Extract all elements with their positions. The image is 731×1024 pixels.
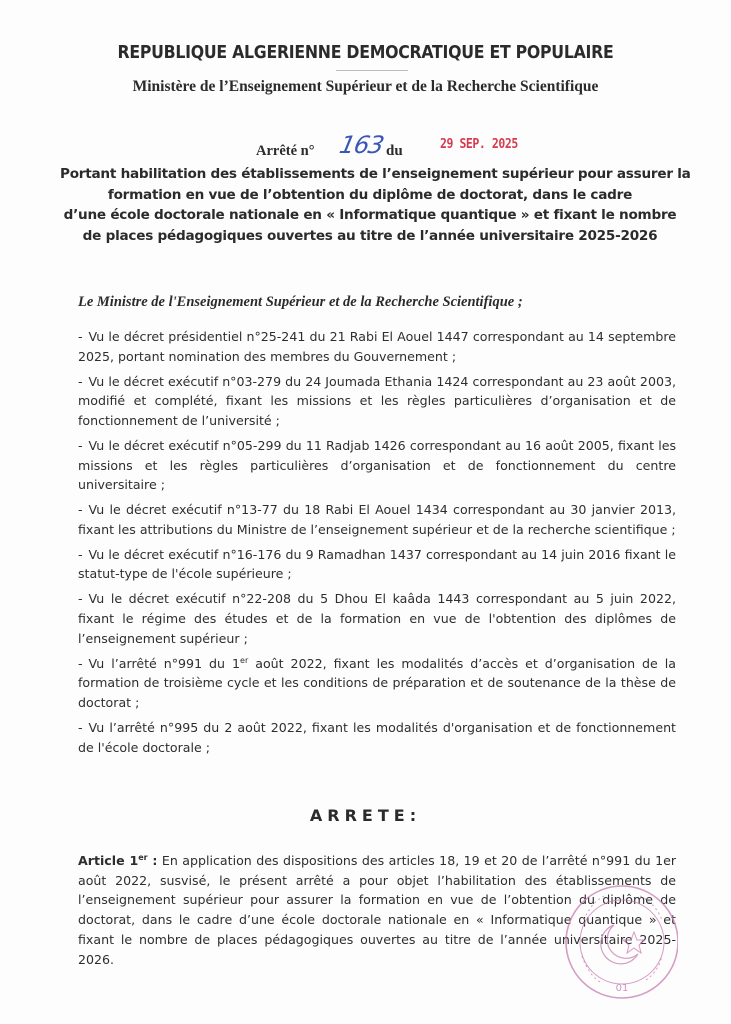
list-dash: -: [78, 546, 83, 562]
visa-text: Vu l’arrêté n°995 du 2 août 2022, fixant les modalités d'organisation et de fonctionnement de l'école doctorale ;: [78, 719, 676, 755]
header-divider: [336, 70, 408, 71]
superscript: er: [240, 655, 249, 665]
visa-item: [78, 436, 676, 495]
list-dash: -: [78, 373, 83, 389]
visas-list: [78, 327, 676, 763]
visa-text: Vu le décret exécutif n°03-279 du 24 Joumada Ethania 1424 correspondant au 23 août 2003, modifié et complété, fixant les missions et les règles particulières d’organisation et de fonctionnement de l’université ;: [78, 373, 676, 428]
arrete-number-handwritten: 163: [337, 131, 386, 159]
arrete-subject: [60, 164, 691, 246]
arrete-label: Arrêté n°: [256, 143, 315, 159]
list-dash: -: [78, 719, 83, 735]
visa-text: Vu le décret présidentiel n°25-241 du 21 Rabi El Aouel 1447 correspondant au 14 septembre 2025, portant nomination des membres du Gouvernement ;: [78, 329, 676, 364]
ministry-heading: Ministère de l’Enseignement Supérieur et de la Recherche Scientifique: [132, 78, 599, 95]
subject-line: formation en vue de l’obtention du diplôme de doctorat, dans le cadre: [107, 186, 633, 203]
visa-item: [78, 589, 676, 648]
superscript: er: [138, 852, 148, 862]
minister-preamble: Le Ministre de l'Enseignement Supérieur et de la Recherche Scientifique ;: [78, 294, 523, 310]
visa-text: Vu le décret exécutif n°05-299 du 11 Radjab 1426 correspondant au 16 août 2005, fixant les missions et les règles particulières d’organisation et de fonctionnement du centre universitaire ;: [78, 437, 676, 493]
article-label-text: Article 1: [78, 853, 139, 868]
list-dash: -: [78, 437, 83, 453]
visa-item: [78, 654, 676, 713]
list-dash: -: [78, 502, 83, 518]
article-label: [78, 853, 157, 868]
list-dash: -: [78, 329, 83, 344]
decision-heading: ARRETE:: [309, 806, 422, 825]
visa-item: [78, 372, 676, 431]
republic-heading: REPUBLIQUE ALGERIENNE DEMOCRATIQUE ET POPULAIRE: [117, 43, 614, 63]
list-dash: -: [78, 655, 83, 671]
arrete-du-label: du: [386, 143, 403, 159]
subject-line: de places pédagogiques ouvertes au titre de l’année universitaire 2025-2026: [82, 227, 658, 244]
visa-item: [78, 500, 676, 539]
article-text: En application des dispositions des articles 18, 19 et 20 de l’arrêté n°991 du 1er août 2022, susvisé, le présent arrêté a pour objet l’habilitation des établissements de l’enseignement supérieur pour assurer la formation en vue de l’obtention du diplôme de doctorat, dans le cadre d’une école doctorale nationale en « Informatique quantique » et fixant le nombre de places pédagogiques ouvertes au titre de l’année universitaire 2025-2026.: [78, 853, 677, 967]
visa-text: Vu l’arrêté n°991 du 1: [88, 655, 241, 671]
visa-text: Vu le décret exécutif n°13-77 du 18 Rabi El Aouel 1434 correspondant au 30 janvier 2013, fixant les attributions du Ministre de l’enseignement supérieur et de la recherche scientifique ;: [78, 502, 676, 537]
list-dash: -: [78, 591, 83, 607]
subject-line: d’une école doctorale nationale en « Informatique quantique » et fixant le nombre: [63, 207, 677, 223]
visa-text: Vu le décret exécutif n°22-208 du 5 Dhou El kaâda 1443 correspondant au 5 juin 2022, fixant le régime des études et de la formation en vue de l'obtention des diplômes de l’enseignement supérieur ;: [78, 591, 676, 646]
visa-item: [78, 327, 676, 366]
visa-text: Vu le décret exécutif n°16-176 du 9 Ramadhan 1437 correspondant au 14 juin 2016 fixant le statut-type de l'école supérieure ;: [78, 546, 676, 582]
visa-item: [78, 545, 676, 584]
arrete-date-stamp: 29 SEP. 2025: [440, 136, 518, 152]
article-label-colon: :: [147, 853, 158, 868]
subject-line: Portant habilitation des établissements de l’enseignement supérieur pour assurer la: [60, 166, 691, 182]
visa-text: août 2022, fixant les modalités d’accès et d’organisation de la formation de troisième cycle et les conditions de préparation et de soutenance de la thèse de doctorat ;: [78, 655, 676, 711]
arrete-reference: [0, 133, 731, 165]
article-1: [78, 851, 676, 969]
seal-number: 01: [615, 983, 629, 994]
visa-item: [78, 718, 676, 757]
